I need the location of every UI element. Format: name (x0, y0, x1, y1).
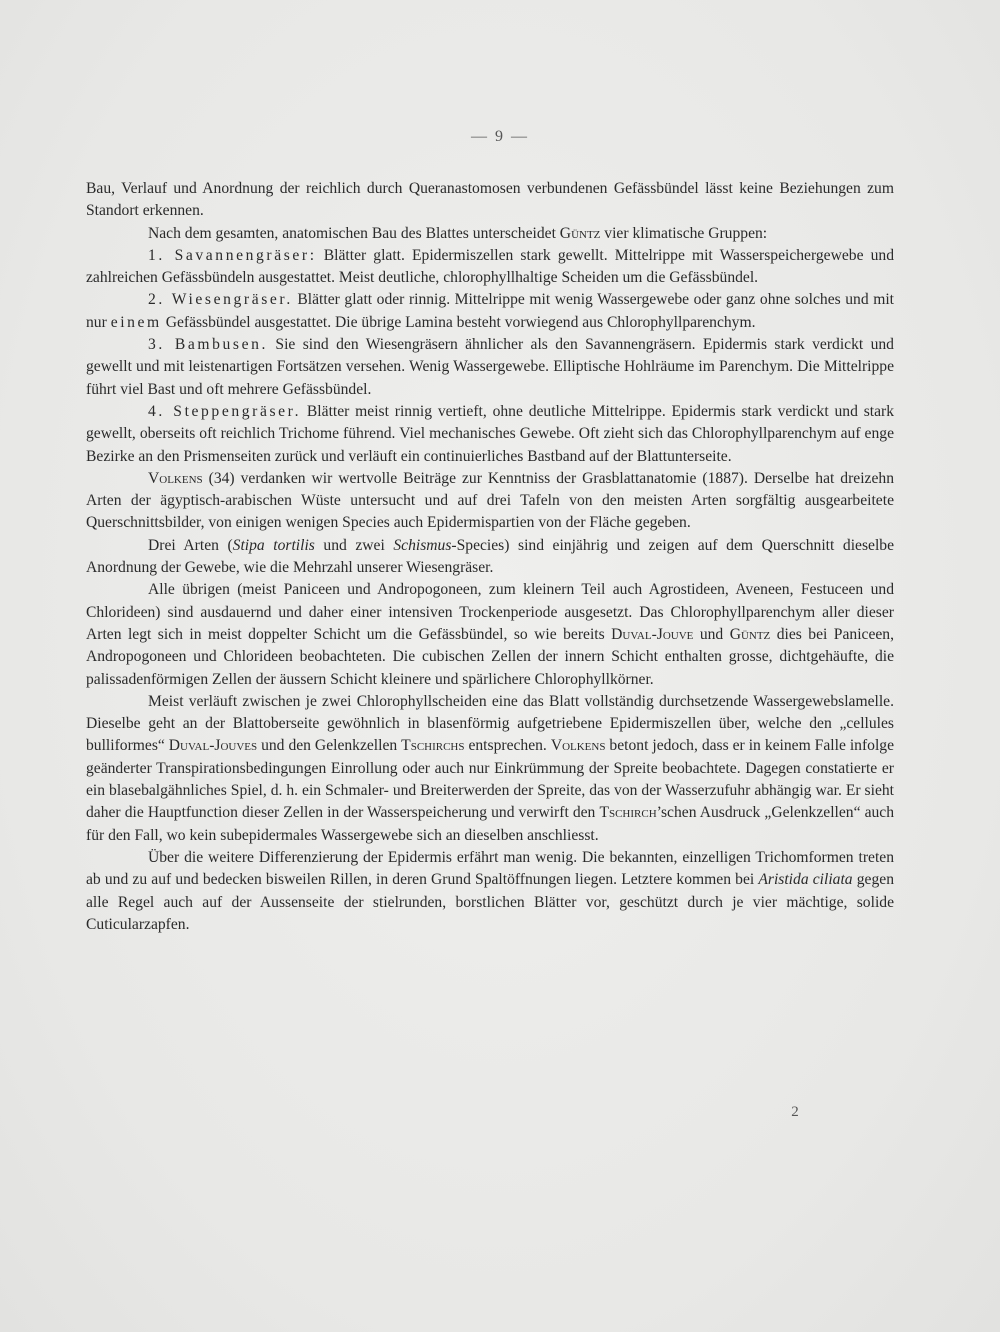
page-number: — 9 — (471, 128, 529, 145)
paragraph-alle-uebrigen-a: Alle übrigen (meist Paniceen und Andropogoneen, zum kleinern Teil auch Agrostideen, Aveneen, Festuceen und Chlorideen) sind ausdauernd und daher einer intensiven Trockenperiode ausgesetzt. Das Chlorophyllparenchym aller dieser Arten legt sich in meist doppelter Schicht um die Gefässbündel, so wie bereits (86, 581, 894, 643)
group-heading-savannengraeser: 1. Savannengräser: (148, 246, 317, 264)
paragraph-drei-arten-b: und zwei (314, 536, 394, 554)
paragraph-steppengraeser (86, 401, 894, 468)
group-heading-steppengraeser: 4. Steppengräser. (148, 402, 302, 420)
paragraph-alle-uebrigen-b: und (693, 625, 730, 643)
paragraph-1 (86, 178, 894, 223)
author-name-tschirchs: Tschirchs (401, 737, 465, 755)
paragraph-bambusen-text: Sie sind den Wiesengräsern ähnlicher als den Savannengräsern. Epidermis stark verdickt und gewellt und mit leistenartigen Fortsätzen versehen. Wenig Wassergewebe. Elliptische Hohlräume im Parenchym. Die Mittelrippe führt viel Bast und oft mehrere Gefässbündel. (86, 336, 894, 398)
paragraph-epidermis-b: gegen alle Regel auch auf der Aussenseite der stielrunden, borstlichen Blätter vor, geschützt durch je vier mächtige, solide Cuticularzapfen. (86, 871, 894, 933)
paragraph-volkens (86, 468, 894, 535)
paragraph-epidermis (86, 847, 894, 936)
paragraph-alle-uebrigen-c: dies bei Paniceen, Andropogoneen und Chlorideen beobachteten. Die cubischen Zellen der innern Schicht enthalten grosse, dichtgehäufte, die palissadenförmigen Zellen der äussern Schicht kleinere und spärlichere Chlorophyllkörner. (86, 625, 894, 688)
paragraph-wassergewebslamelle (86, 691, 894, 847)
author-name-guentz-2: Güntz (729, 625, 771, 643)
signature-mark: 2 (791, 1104, 799, 1120)
paragraph-savannengraeser-text: Blätter glatt. Epidermiszellen stark gewellt. Mittelrippe mit Wasserspeichergewebe und zahlreichen Gefässbündeln ausgestattet. Meist deutliche, chlorophyllhaltige Scheiden um die Gefässbündel. (86, 246, 894, 287)
emphasis-einem: einem (110, 313, 162, 331)
paragraph-wgl-a: Meist verläuft zwischen je zwei Chlorophyllscheiden eine das Blatt vollständig durchsetzende Wassergewebslamelle. Dieselbe geht an der Blattoberseite gewöhnlich in blasenförmig aufgetriebene Epidermiszellen über, welche den „cellules bulliformes“ (86, 692, 894, 755)
paragraph-wgl-d: betont jedoch, dass er in keinem Falle infolge geänderter Transpirationsbedingungen Einrollung oder auch nur Einkrümmung der Spreite beobachtete. Dagegen constatierte er ein blasebalgähnliches Spiel, d. h. ein Schmaler- und Breiterwerden der Spreite, das von der Wasserzufuhr abhängig war. Er sieht daher die Hauptfunction dieser Zellen in der Wasserspeicherung und verwirft den (86, 737, 895, 822)
species-stipa-tortilis: Stipa tortilis (232, 536, 315, 554)
author-name-volkens-2: Volkens (550, 737, 606, 755)
paragraph-epidermis-a: Über die weitere Differenzierung der Epidermis erfährt man wenig. Die bekannten, einzelligen Trichomformen treten ab und zu auf und bedecken bisweilen Rillen, in deren Grund Spaltöffnungen liegen. Letztere kommen bei (86, 848, 894, 889)
paragraph-wiesengraeser (86, 289, 894, 334)
author-name-guentz: üntz (571, 224, 601, 242)
genus-schismus: Schismus (393, 536, 452, 554)
paragraph-drei-arten-a: Drei Arten ( (148, 536, 233, 554)
paragraph-bambusen (86, 334, 894, 401)
paragraph-drei-arten (86, 535, 894, 580)
species-aristida-ciliata: Aristida ciliata (758, 871, 853, 889)
paragraph-wgl-b: und den Gelenkzellen (257, 737, 402, 755)
paragraph-drei-arten-c: -Species) sind einjährig und zeigen auf dem Querschnitt dieselbe Anordnung der Gewebe, wie die Mehrzahl unserer Wiesengräser. (86, 536, 894, 577)
body-text (86, 178, 894, 936)
paragraph-volkens-text: (34) verdanken wir wertvolle Beiträge zur Kenntniss der Grasblattanatomie (1887). Derselbe hat dreizehn Arten der ägyptisch-arabischen Wüste untersucht und auf drei Tafeln von den meisten Arten sorgfältig ausgearbeitete Querschnittsbilder, von einigen wenigen Species auch Epidermispartien von der Fläche gegeben. (86, 469, 894, 532)
author-name-duval-jouves: Duval-Jouves (168, 737, 258, 755)
author-name-tschirch: Tschirch (599, 804, 657, 822)
paragraph-2-text: Nach dem gesamten, anatomischen Bau des Blattes unterscheidet G (148, 224, 572, 242)
paragraph-savannengraeser (86, 245, 894, 290)
paragraph-1-text: Bau, Verlauf und Anordnung der reichlich durch Queranastomosen verbundenen Gefässbündel lässt keine Beziehungen zum Standort erkennen. (86, 180, 894, 220)
paragraph-2 (86, 223, 894, 245)
paragraph-alle-uebrigen (86, 579, 894, 690)
paragraph-wgl-e: ’schen Ausdruck „Gelenkzellen“ auch für den Fall, wo kein subepidermales Wassergewebe sich an dieselben anschliesst. (86, 804, 894, 844)
paragraph-wiesengraeser-text-a: Blätter glatt oder rinnig. Mittelrippe mit wenig Wassergewebe oder ganz ohne solches und mit nur (86, 291, 894, 331)
paragraph-wiesengraeser-text-b: Gefässbündel ausgestattet. Die übrige Lamina besteht vorwiegend aus Chlorophyllparenchym. (161, 313, 756, 331)
group-heading-wiesengraeser: 2. Wiesengräser. (148, 291, 293, 309)
paragraph-2-rest: vier klimatische Gruppen: (600, 224, 768, 242)
paragraph-wgl-c: entsprechen. (464, 737, 551, 755)
author-name-volkens: Volkens (148, 469, 203, 487)
group-heading-bambusen: 3. Bambusen. (148, 336, 269, 354)
paragraph-steppengraeser-text: Blätter meist rinnig vertieft, ohne deutliche Mittelrippe. Epidermis stark verdickt und stark gewellt, oberseits oft reichlich Trichome führend. Viel mechanisches Gewebe. Oft zieht sich das Chlorophyllparenchym auf enge Bezirke an den Prismenseiten zurück und verläuft ein continuierliches Bastband auf der Blattunterseite. (86, 402, 895, 465)
author-name-duval-jouve: Duval-Jouve (611, 625, 694, 643)
